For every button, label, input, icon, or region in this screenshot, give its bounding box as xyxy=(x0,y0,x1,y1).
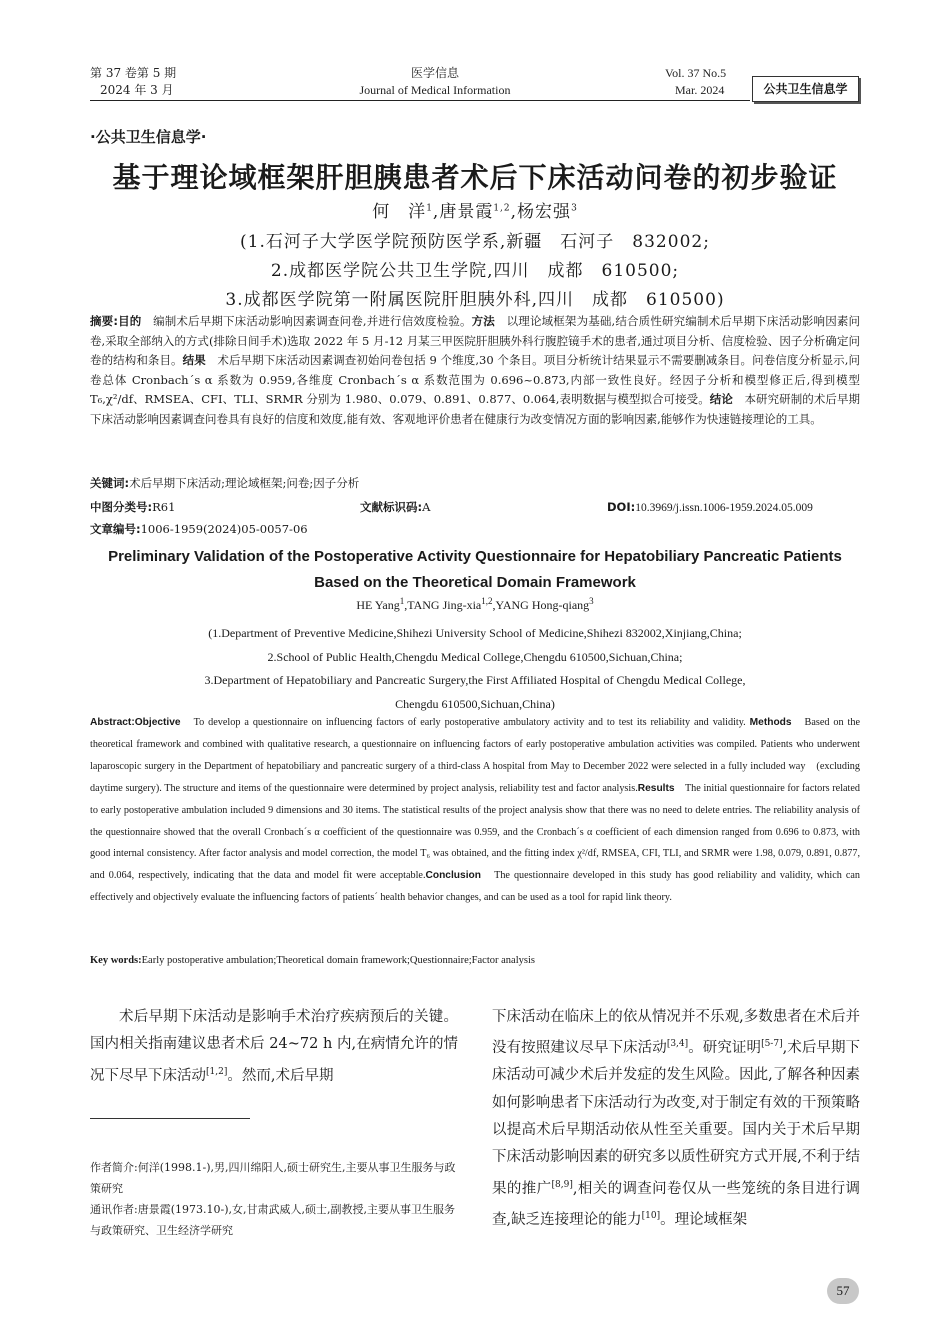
doi-value: 10.3969/j.issn.1006-1959.2024.05.009 xyxy=(635,502,813,514)
header-volume: 第 37 卷第 5 期 xyxy=(90,66,177,80)
clc-value: R61 xyxy=(152,500,176,514)
header-rule xyxy=(90,100,750,101)
body-right-text-1: 下床活动在临床上的依从情况并不乐观,多数患者在术后并没有按照建议尽早下床活动 xyxy=(492,1009,860,1057)
page-number: 57 xyxy=(827,1278,859,1304)
affiliation-en-3: 3.Department of Hepatobiliary and Pancreatic Surgery,the First Affiliated Hospital of Chengdu Medical College, xyxy=(204,673,746,687)
author-en-2: ,TANG Jing-xia xyxy=(404,598,482,612)
clc-label: 中图分类号: xyxy=(90,500,153,514)
abstract-cn-label: 摘要: xyxy=(90,314,118,328)
author-cn-1: 何 洋 xyxy=(372,202,427,222)
abstract-cn-results: 术后早期下床活动因素调查初始问卷包括 9 个维度,30 个条目。项目分析统计结果显示不需要删减条目。问卷信度分析显示,问卷总体 Cronbach´s α 系数为 0.959,各维度 Cronbach´s α 系数范围为 0.696~0.873,内部一致性良好。经因子分析和模型修正后,得到模型 T₆,χ²/df、RMSEA、CFI、TLI、SRMR 分别为 1.980、0.079、0.891、0.877、0.064,表明数据与模型拟合可接受。 xyxy=(90,353,861,406)
author-en-3-sup: 3 xyxy=(589,596,594,606)
abstract-cn xyxy=(90,312,860,429)
author-cn-2-sup: 1,2 xyxy=(493,203,511,214)
author-cn-1-sup: 1 xyxy=(426,203,433,214)
author-cn-3-sup: 3 xyxy=(571,203,578,214)
keywords-cn-text: 术后早期下床活动;理论域框架;问卷;因子分析 xyxy=(129,476,360,490)
abstract-en-label: Abstract: xyxy=(90,717,135,728)
citation: [1,2] xyxy=(206,1066,228,1077)
body-left-text-2: 。然而,术后早期 xyxy=(227,1067,334,1084)
abstract-en xyxy=(90,712,860,909)
article-number-label: 文章编号: xyxy=(90,522,141,536)
abstract-cn-results-label: 结果 xyxy=(182,353,206,367)
abstract-en-objective: To develop a questionnaire on influencing factors of early postoperative ambulatory activity and to test its reliability and validity. xyxy=(180,717,746,728)
body-column-right xyxy=(492,1004,860,1234)
abstract-en-conclusion-label: Conclusion xyxy=(425,870,481,882)
body-column-left xyxy=(90,1004,458,1090)
section-label: ·公共卫生信息学· xyxy=(90,128,207,146)
body-right-text-4: ,相关的调查问卷仅从一些笼统的条目进行调查,缺乏连接理论的能力 xyxy=(492,1180,861,1228)
header-journal-cn: 医学信息 xyxy=(410,66,459,80)
abstract-cn-conclusion: 本研究研制的术后早期下床活动影响因素调查问卷具有良好的信度和效度,能有效、客观地评价患者在健康行为改变情况方面的影响因素,能够作为快速链接理论的工具。 xyxy=(90,392,861,426)
affiliations-en xyxy=(90,622,860,716)
title-cn: 基于理论域框架肝胆胰患者术后下床活动问卷的初步验证 xyxy=(112,161,838,194)
abstract-cn-conclusion-label: 结论 xyxy=(709,392,733,406)
citation: [10] xyxy=(641,1210,661,1221)
body-right-text-2: 。研究证明 xyxy=(688,1040,762,1057)
abstract-en-methods: Based on the theoretical framework and combined with qualitative research, a questionnaire on influencing factors of early postoperative ambulation activities was compiled. Patients who underwent laparoscopic surgery in the Department of hepatobiliary and pancreatic surgery of a third-class A hospital from May to December 2022 were selected in a fully included way (excluding daytime surgery). The structure and items of the questionnaire were determined by project analysis, reliability test and factor analysis. xyxy=(90,717,860,794)
affiliation-en-2: 2.School of Public Health,Chengdu Medical College,Chengdu 610500,Sichuan,China; xyxy=(267,649,683,664)
keywords-en xyxy=(90,955,860,966)
footnotes xyxy=(90,1157,460,1241)
citation: [5-7] xyxy=(761,1039,783,1050)
abstract-cn-methods: 以理论域框架为基础,结合质性研究编制术后早期下床活动影响因素问卷,采取全部纳入的方式(排除日间手术)选取 2022 年 5 月-12 月某三甲医院肝胆胰外科行腹腔镜手术的患者,通过项目分析、信度检验、因子分析确定问卷的结构和条目。 xyxy=(90,314,861,367)
header-journal-en: Journal of Medical Information xyxy=(359,83,511,97)
abstract-en-objective-label: Objective xyxy=(134,717,181,728)
affiliation-cn-3: 3.成都医学院第一附属医院肝胆胰外科,四川 成都 610500) xyxy=(225,290,725,310)
doi-label: DOI: xyxy=(607,500,636,514)
citation: [8,9] xyxy=(551,1179,573,1190)
document-code-value: A xyxy=(422,500,431,514)
title-en-line-1: Preliminary Validation of the Postoperative Activity Questionnaire for Hepatobiliary Pancreatic Patients xyxy=(108,548,842,565)
body-right-text-5: 。理论域框架 xyxy=(660,1211,748,1228)
author-cn-2: ,唐景霞 xyxy=(432,202,494,222)
abstract-cn-methods-label: 方法 xyxy=(471,314,495,328)
footnote-author-bio: 作者简介:何洋(1998.1-),男,四川绵阳人,硕士研究生,主要从事卫生服务与政策研究 xyxy=(90,1161,456,1195)
keywords-cn xyxy=(90,473,359,493)
section-badge: 公共卫生信息学 xyxy=(752,76,859,102)
abstract-cn-objective-label: 目的 xyxy=(117,314,142,328)
affiliation-cn-2: 2.成都医学院公共卫生学院,四川 成都 610500; xyxy=(270,261,680,281)
keywords-en-text: Early postoperative ambulation;Theoretical domain framework;Questionnaire;Factor analysis xyxy=(141,955,535,966)
abstract-en-methods-label: Methods xyxy=(749,717,792,728)
article-number-value: 1006-1959(2024)05-0057-06 xyxy=(140,522,308,536)
author-cn-3: ,杨宏强 xyxy=(510,202,572,222)
authors-cn xyxy=(90,197,860,222)
clc-number xyxy=(90,497,175,517)
author-en-1: HE Yang xyxy=(356,598,400,612)
affiliation-en-1: (1.Department of Preventive Medicine,Shihezi University School of Medicine,Shihezi 832002,Xinjiang,China; xyxy=(208,626,742,640)
document-code xyxy=(360,497,430,517)
keywords-cn-label: 关键词: xyxy=(90,476,130,490)
abstract-en-results-label: Results xyxy=(637,782,675,794)
header-date: 2024 年 3 月 xyxy=(100,83,174,97)
doi xyxy=(607,497,813,518)
authors-en xyxy=(90,596,860,613)
abstract-cn-objective: 编制术后早期下床活动影响因素调查问卷,并进行信效度检验。 xyxy=(141,314,472,328)
affiliation-en-4: Chengdu 610500,Sichuan,China) xyxy=(395,696,555,711)
keywords-en-label: Key words: xyxy=(90,955,142,966)
header-vol-en: Vol. 37 No.5 xyxy=(665,66,727,80)
footnote-corresponding-author: 通讯作者:唐景霞(1973.10-),女,甘肃武威人,硕士,副教授,主要从事卫生服务与政策研究、卫生经济学研究 xyxy=(90,1203,455,1237)
author-en-3: ,YANG Hong-qiang xyxy=(492,598,590,612)
citation: [3,4] xyxy=(666,1039,689,1050)
footnote-rule xyxy=(90,1118,250,1119)
author-en-2-sup: 1,2 xyxy=(481,596,493,606)
title-en xyxy=(60,544,890,596)
body-right-text-3: ,术后早期下床活动可减少术后并发症的发生风险。因此,了解各种因素如何影响患者下床活动行为改变,对于制定有效的干预策略以提高术后早期活动依从性至关重要。国内关于术后早期下床活动影响因素的研究多以质性研究方式开展,不利于结果的推广 xyxy=(492,1040,861,1197)
body-left-text-1: 术后早期下床活动是影响手术治疗疾病预后的关键。国内相关指南建议患者术后 24~72 h 内,在病情允许的情况下尽早下床活动 xyxy=(90,1009,458,1084)
affiliation-cn-1: (1.石河子大学医学院预防医学系,新疆 石河子 832002; xyxy=(240,232,710,252)
header-date-en: Mar. 2024 xyxy=(675,83,725,97)
author-en-1-sup: 1 xyxy=(399,596,405,606)
abstract-en-conclusion: The questionnaire developed in this study has good reliability and validity, which can effectively and objectively evaluate the influencing factors of patients´ health behavior changes, and can be used as a tool for rapid link theory. xyxy=(90,870,860,904)
title-en-line-2: Based on the Theoretical Domain Framework xyxy=(314,574,636,591)
document-code-label: 文献标识码: xyxy=(360,500,423,514)
article-number xyxy=(90,519,308,539)
abstract-en-results: The initial questionnaire for factors related to early postoperative ambulation included 9 dimensions and 30 items. The statistical results of the project analysis show that there was no need to delete entries. The reliability analysis of the questionnaire showed that the overall Cronbach´s α coefficient of the questionnaire was 0.959, and the Cronbach´s α coefficient of each dimension ranged from 0.696 to 0.873, with good internal consistency. After factor analysis and model correction, the model T₆ was obtained, and the fitting index χ²/df, RMSEA, CFI, TLI, and SRMR were 1.98, 0.079, 0.891, 0.877, and 0.064, respectively, indicating that the data and model fit were acceptable. xyxy=(90,782,860,882)
